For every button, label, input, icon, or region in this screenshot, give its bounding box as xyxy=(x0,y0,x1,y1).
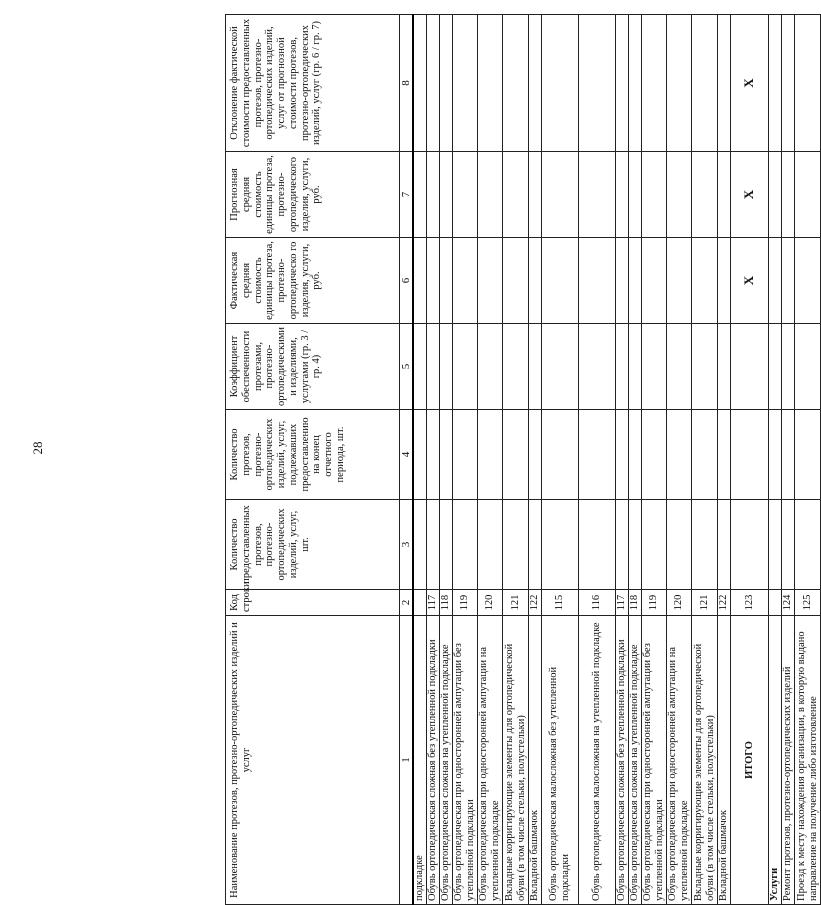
header-coefficient: Коэффициент обеспеченности протезами, протезно-ортопедическими и изделиями, услугами (гр. 3 / гр. 4) xyxy=(226,324,400,410)
cell xyxy=(667,152,692,238)
cell xyxy=(427,410,440,500)
header-due: Количество протезов, протезно-ортопедических изделий, услуг, подлежавших предоставлению на конец отчетного периода, шт. xyxy=(226,410,400,500)
cell xyxy=(529,410,542,500)
cell xyxy=(692,324,718,410)
row-code: 116 xyxy=(579,590,616,616)
table-row xyxy=(718,15,731,905)
cell xyxy=(795,500,821,590)
cell xyxy=(413,500,426,590)
row-name: Обувь ортопедическая малосложная без утепленной подкладки xyxy=(542,616,579,905)
row-name: Вкладной башмачок xyxy=(718,616,731,905)
cell xyxy=(642,410,667,500)
row-code: 115 xyxy=(542,590,579,616)
cell xyxy=(453,15,478,152)
table-row xyxy=(427,15,440,905)
row-code xyxy=(413,590,426,616)
cell xyxy=(503,324,529,410)
row-name: Обувь ортопедическая при односторонней ампутации без утепленной подкладки xyxy=(453,616,478,905)
cell xyxy=(427,152,440,238)
cell xyxy=(782,238,795,324)
cell xyxy=(542,238,579,324)
cell xyxy=(718,238,731,324)
cell-x-mark: X xyxy=(731,152,769,238)
column-number: 1 xyxy=(400,616,414,905)
rotated-table-container xyxy=(225,15,819,905)
cell xyxy=(440,238,453,324)
cell xyxy=(579,500,616,590)
cell xyxy=(642,238,667,324)
cell xyxy=(579,324,616,410)
cell xyxy=(478,410,503,500)
cell xyxy=(692,238,718,324)
cell xyxy=(629,15,642,152)
header-forecast-cost: Прогнозная средняя стоимость единицы протеза, протезно-ортопедического изделия, услуги, руб. xyxy=(226,152,400,238)
cell xyxy=(692,15,718,152)
row-code: 120 xyxy=(667,590,692,616)
table-row xyxy=(642,15,667,905)
cell xyxy=(642,152,667,238)
row-name: Услуги xyxy=(769,616,782,905)
cell xyxy=(440,152,453,238)
row-code: 121 xyxy=(692,590,718,616)
cell xyxy=(629,152,642,238)
cell xyxy=(529,15,542,152)
cell xyxy=(718,410,731,500)
cell xyxy=(413,410,426,500)
cell xyxy=(478,324,503,410)
cell xyxy=(629,238,642,324)
cell xyxy=(795,324,821,410)
cell xyxy=(529,152,542,238)
cell xyxy=(478,238,503,324)
cell xyxy=(542,410,579,500)
cell xyxy=(629,410,642,500)
cell xyxy=(769,15,782,152)
column-number: 5 xyxy=(400,324,414,410)
cell xyxy=(453,238,478,324)
cell xyxy=(782,410,795,500)
row-code: 118 xyxy=(629,590,642,616)
cell xyxy=(413,15,426,152)
row-name: Ремонт протезов, протезно-ортопедических изделий xyxy=(782,616,795,905)
table-row xyxy=(503,15,529,905)
cell xyxy=(529,500,542,590)
cell xyxy=(718,500,731,590)
column-number: 2 xyxy=(400,590,414,616)
cell xyxy=(478,15,503,152)
row-name: ИТОГО xyxy=(731,616,769,905)
prosthetics-table xyxy=(225,14,821,905)
table-row xyxy=(478,15,503,905)
table-row xyxy=(579,15,616,905)
header-actual-cost: Фактическая средняя стоимость единицы протеза, протезно-ортопедическо го изделия, услуги, руб. xyxy=(226,238,400,324)
header-deviation: Отклонение фактической стоимости предоставленных протезов, протезно-ортопедических изделий, услуг от прогнозной стоимости протезов, протезно-ортопедических изделий, услуг (гр. 6 / гр. 7) xyxy=(226,15,400,152)
cell xyxy=(795,238,821,324)
table-row xyxy=(629,15,642,905)
cell xyxy=(667,410,692,500)
table-row xyxy=(667,15,692,905)
cell xyxy=(629,500,642,590)
cell xyxy=(453,324,478,410)
cell xyxy=(795,15,821,152)
cell xyxy=(440,410,453,500)
row-name: Обувь ортопедическая сложная на утепленной подкладке xyxy=(629,616,642,905)
table-row xyxy=(440,15,453,905)
row-code: 120 xyxy=(478,590,503,616)
row-code xyxy=(769,590,782,616)
header-provided: Количество предоставленных протезов, протезно-ортопедических изделий, услуг, шт. xyxy=(226,500,400,590)
column-number: 6 xyxy=(400,238,414,324)
cell xyxy=(782,500,795,590)
cell xyxy=(795,152,821,238)
cell xyxy=(642,15,667,152)
cell xyxy=(642,324,667,410)
cell xyxy=(413,238,426,324)
cell xyxy=(529,238,542,324)
row-code: 123 xyxy=(731,590,769,616)
cell xyxy=(427,238,440,324)
row-code: 122 xyxy=(718,590,731,616)
cell xyxy=(503,238,529,324)
column-number-row xyxy=(400,15,414,905)
column-number: 7 xyxy=(400,152,414,238)
cell xyxy=(769,324,782,410)
row-code: 121 xyxy=(503,590,529,616)
cell xyxy=(542,152,579,238)
cell xyxy=(692,410,718,500)
cell xyxy=(440,500,453,590)
cell xyxy=(769,238,782,324)
row-name: Обувь ортопедическая сложная без утепленной подкладки xyxy=(427,616,440,905)
cell xyxy=(782,324,795,410)
cell xyxy=(731,324,769,410)
cell xyxy=(427,15,440,152)
row-name: Вкладные корригирующие элементы для ортопедической обуви (в том числе стельки, полустельки) xyxy=(503,616,529,905)
column-number: 8 xyxy=(400,15,414,152)
table-row xyxy=(616,15,629,905)
cell xyxy=(718,324,731,410)
cell xyxy=(782,152,795,238)
cell xyxy=(453,152,478,238)
table-row xyxy=(529,15,542,905)
cell xyxy=(579,15,616,152)
cell xyxy=(440,324,453,410)
row-name: Проезд к месту нахождения организации, в которую выдано направление на получение либо изготовление xyxy=(795,616,821,905)
cell xyxy=(769,410,782,500)
row-name: Обувь ортопедическая при односторонней ампутации без утепленной подкладки xyxy=(642,616,667,905)
cell xyxy=(427,500,440,590)
cell xyxy=(616,324,629,410)
table-row xyxy=(795,15,821,905)
cell xyxy=(731,500,769,590)
cell xyxy=(795,410,821,500)
cell xyxy=(616,500,629,590)
cell xyxy=(413,324,426,410)
cell xyxy=(769,152,782,238)
row-code: 119 xyxy=(642,590,667,616)
cell xyxy=(542,500,579,590)
table-row xyxy=(782,15,795,905)
cell xyxy=(542,15,579,152)
row-code: 125 xyxy=(795,590,821,616)
cell xyxy=(542,324,579,410)
cell xyxy=(782,15,795,152)
table-row xyxy=(413,15,426,905)
cell xyxy=(413,152,426,238)
cell xyxy=(478,152,503,238)
cell xyxy=(667,238,692,324)
cell xyxy=(616,15,629,152)
cell xyxy=(629,324,642,410)
table-row xyxy=(769,15,782,905)
row-name: подкладке xyxy=(413,616,426,905)
row-code: 124 xyxy=(782,590,795,616)
cell xyxy=(579,238,616,324)
cell xyxy=(453,500,478,590)
row-code: 117 xyxy=(427,590,440,616)
cell xyxy=(667,324,692,410)
header-name: Наименование протезов, протезно-ортопедических изделий и услуг xyxy=(226,616,400,905)
cell xyxy=(529,324,542,410)
header-row xyxy=(226,15,400,905)
cell xyxy=(667,500,692,590)
cell xyxy=(769,500,782,590)
cell xyxy=(440,15,453,152)
table-row xyxy=(692,15,718,905)
cell xyxy=(642,500,667,590)
row-code: 122 xyxy=(529,590,542,616)
cell xyxy=(667,15,692,152)
cell xyxy=(453,410,478,500)
cell xyxy=(718,152,731,238)
cell xyxy=(427,324,440,410)
cell-x-mark: X xyxy=(731,15,769,152)
row-name: Обувь ортопедическая малосложная на утепленной подкладке xyxy=(579,616,616,905)
cell xyxy=(718,15,731,152)
row-name: Вкладной башмачок xyxy=(529,616,542,905)
cell xyxy=(692,152,718,238)
cell xyxy=(616,152,629,238)
row-name: Обувь ортопедическая сложная на утепленной подкладке xyxy=(440,616,453,905)
cell xyxy=(692,500,718,590)
cell-x-mark: X xyxy=(731,238,769,324)
page-number: 28 xyxy=(30,441,45,455)
table-row xyxy=(542,15,579,905)
row-code: 118 xyxy=(440,590,453,616)
cell xyxy=(616,238,629,324)
cell xyxy=(616,410,629,500)
cell xyxy=(503,15,529,152)
cell xyxy=(579,152,616,238)
table-row xyxy=(453,15,478,905)
row-name: Обувь ортопедическая сложная без утепленной подкладки xyxy=(616,616,629,905)
column-number: 4 xyxy=(400,410,414,500)
row-name: Обувь ортопедическая при односторонней ампутации на утепленной подкладке xyxy=(478,616,503,905)
table-row-total xyxy=(731,15,769,905)
cell xyxy=(478,500,503,590)
header-code: Код строки xyxy=(226,590,400,616)
row-name: Обувь ортопедическая при односторонней ампутации на утепленной подкладке xyxy=(667,616,692,905)
row-name: Вкладные корригирующие элементы для ортопедической обуви (в том числе стельки, полустельки) xyxy=(692,616,718,905)
cell xyxy=(503,500,529,590)
cell xyxy=(579,410,616,500)
row-code: 119 xyxy=(453,590,478,616)
cell xyxy=(503,152,529,238)
cell xyxy=(731,410,769,500)
column-number: 3 xyxy=(400,500,414,590)
row-code: 117 xyxy=(616,590,629,616)
cell xyxy=(503,410,529,500)
